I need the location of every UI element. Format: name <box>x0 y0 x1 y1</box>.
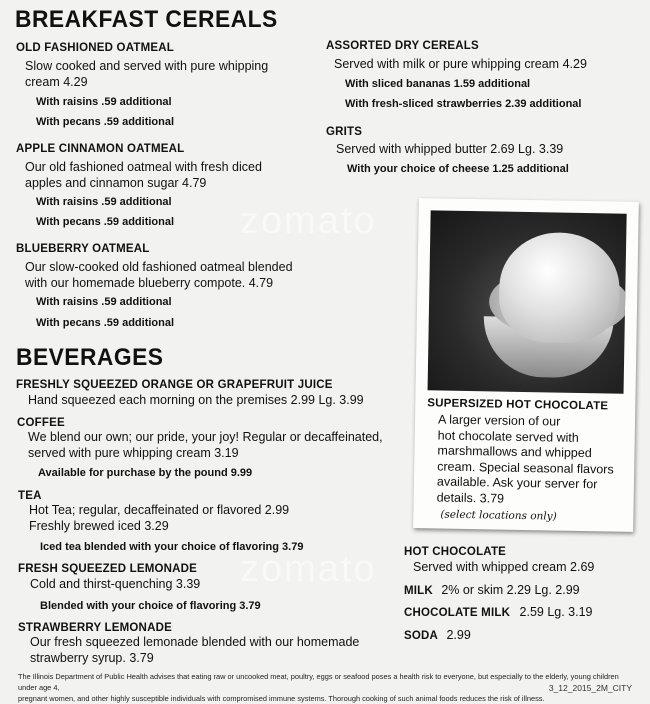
old-fashioned-oatmeal-desc-1: Slow cooked and served with pure whipping <box>25 59 269 73</box>
blueberry-raisins-option: With raisins .59 additional <box>36 296 172 308</box>
chocolate-milk-desc: 2.59 Lg. 3.19 <box>519 605 593 619</box>
grits-desc: Served with whipped butter 2.69 Lg. 3.39 <box>336 142 564 156</box>
whipped-cream-top <box>498 232 620 344</box>
coffee-title: COFFEE <box>17 417 65 429</box>
chocolate-milk-row <box>404 603 593 621</box>
health-advisory-line-2: pregnant women, and other highly susceptible individuals with compromised immune systems. Thorough cooking of such animal foods reduces the risk of illness. <box>18 694 545 703</box>
juice-title: FRESHLY SQUEEZED ORANGE OR GRAPEFRUIT JUICE <box>16 379 333 391</box>
strawberry-lemonade-title: STRAWBERRY LEMONADE <box>18 622 172 634</box>
apple-cinnamon-oatmeal-desc-2: apples and cinnamon sugar 4.79 <box>25 176 207 190</box>
blueberry-oatmeal-desc-1: Our slow-cooked old fashioned oatmeal blended <box>25 260 293 274</box>
strawberry-lemonade-desc-1: Our fresh squeezed lemonade blended with our homemade <box>30 635 360 649</box>
apple-cinnamon-raisins-option: With raisins .59 additional <box>36 196 172 208</box>
lemonade-title: FRESH SQUEEZED LEMONADE <box>18 563 198 575</box>
assorted-dry-cereals-desc: Served with milk or pure whipping cream 4.29 <box>334 57 587 71</box>
old-fashioned-oatmeal-desc-2: cream 4.29 <box>25 75 88 89</box>
blueberry-oatmeal-desc-2: with our homemade blueberry compote. 4.79 <box>25 276 274 290</box>
iced-tea-flavoring: Iced tea blended with your choice of flavoring 3.79 <box>40 541 304 553</box>
supersized-desc-line: available. Ask your server for <box>436 474 598 492</box>
hot-chocolate-title: HOT CHOCOLATE <box>404 546 507 558</box>
apple-cinnamon-pecans-option: With pecans .59 additional <box>36 216 175 228</box>
supersized-desc-line: cream. Special seasonal flavors <box>437 458 614 477</box>
health-advisory-line-1: The Illinois Department of Public Health advises that eating raw or uncooked meat, poultry, eggs or seafood poses a health risk to everyone, but especially to the elderly, young children under age 4, <box>18 672 619 692</box>
old-fashioned-pecans-option: With pecans .59 additional <box>36 116 175 128</box>
grits-cheese-option: With your choice of cheese 1.25 additional <box>347 163 569 175</box>
tea-title: TEA <box>18 490 42 502</box>
soda-title: SODA <box>404 630 439 642</box>
blueberry-oatmeal-title: BLUEBERRY OATMEAL <box>16 243 150 255</box>
menu-code: 3_12_2015_2M_CITY <box>548 683 632 693</box>
beverages-heading: BEVERAGES <box>16 344 164 371</box>
strawberry-lemonade-desc-2: strawberry syrup. 3.79 <box>30 651 154 665</box>
hot-chocolate-photo <box>428 210 627 393</box>
dry-cereals-bananas-option: With sliced bananas 1.59 additional <box>345 78 531 90</box>
soda-desc: 2.99 <box>446 628 471 642</box>
blueberry-pecans-option: With pecans .59 additional <box>36 317 175 329</box>
chocolate-milk-title: CHOCOLATE MILK <box>404 607 511 619</box>
supersized-hot-chocolate-title: SUPERSIZED HOT CHOCOLATE <box>427 397 609 413</box>
watermark: zomato <box>240 548 377 590</box>
old-fashioned-oatmeal-title: OLD FASHIONED OATMEAL <box>16 42 174 54</box>
supersized-desc-line: hot chocolate served with <box>437 427 579 445</box>
coffee-desc-1: We blend our own; our pride, your joy! Regular or decaffeinated, <box>28 430 383 444</box>
supersized-hot-chocolate-desc <box>437 412 634 508</box>
supersized-desc-line: details. 3.79 <box>436 489 505 506</box>
juice-desc: Hand squeezed each morning on the premises 2.99 Lg. 3.99 <box>28 393 364 407</box>
coffee-desc-2: served with pure whipping cream 3.19 <box>28 446 239 460</box>
tea-desc-2: Freshly brewed iced 3.29 <box>29 519 169 533</box>
soda-row <box>404 626 471 644</box>
supersized-desc-line: A larger version of our <box>437 412 561 429</box>
grits-title: GRITS <box>326 126 363 138</box>
watermark: zomato <box>240 200 377 242</box>
old-fashioned-raisins-option: With raisins .59 additional <box>36 96 172 108</box>
milk-title: MILK <box>404 585 433 597</box>
health-advisory <box>18 671 638 704</box>
supersized-desc-line: marshmallows and whipped <box>437 443 592 461</box>
dry-cereals-strawberries-option: With fresh-sliced strawberries 2.39 additional <box>345 98 582 110</box>
hot-chocolate-desc: Served with whipped cream 2.69 <box>413 560 595 574</box>
lemonade-flavoring: Blended with your choice of flavoring 3.79 <box>40 600 261 612</box>
lemonade-desc: Cold and thirst-quenching 3.39 <box>30 577 201 591</box>
milk-row <box>404 581 580 599</box>
coffee-by-the-pound: Available for purchase by the pound 9.99 <box>38 467 253 479</box>
assorted-dry-cereals-title: ASSORTED DRY CEREALS <box>326 40 479 52</box>
milk-desc: 2% or skim 2.29 Lg. 2.99 <box>441 583 580 597</box>
apple-cinnamon-oatmeal-title: APPLE CINNAMON OATMEAL <box>16 143 185 155</box>
hot-chocolate-photo-card <box>413 198 639 532</box>
apple-cinnamon-oatmeal-desc-1: Our old fashioned oatmeal with fresh diced <box>25 160 262 174</box>
select-locations-note: (select locations only) <box>440 508 557 523</box>
tea-desc-1: Hot Tea; regular, decaffeinated or flavored 2.99 <box>29 503 290 517</box>
breakfast-cereals-heading: BREAKFAST CEREALS <box>15 6 278 33</box>
